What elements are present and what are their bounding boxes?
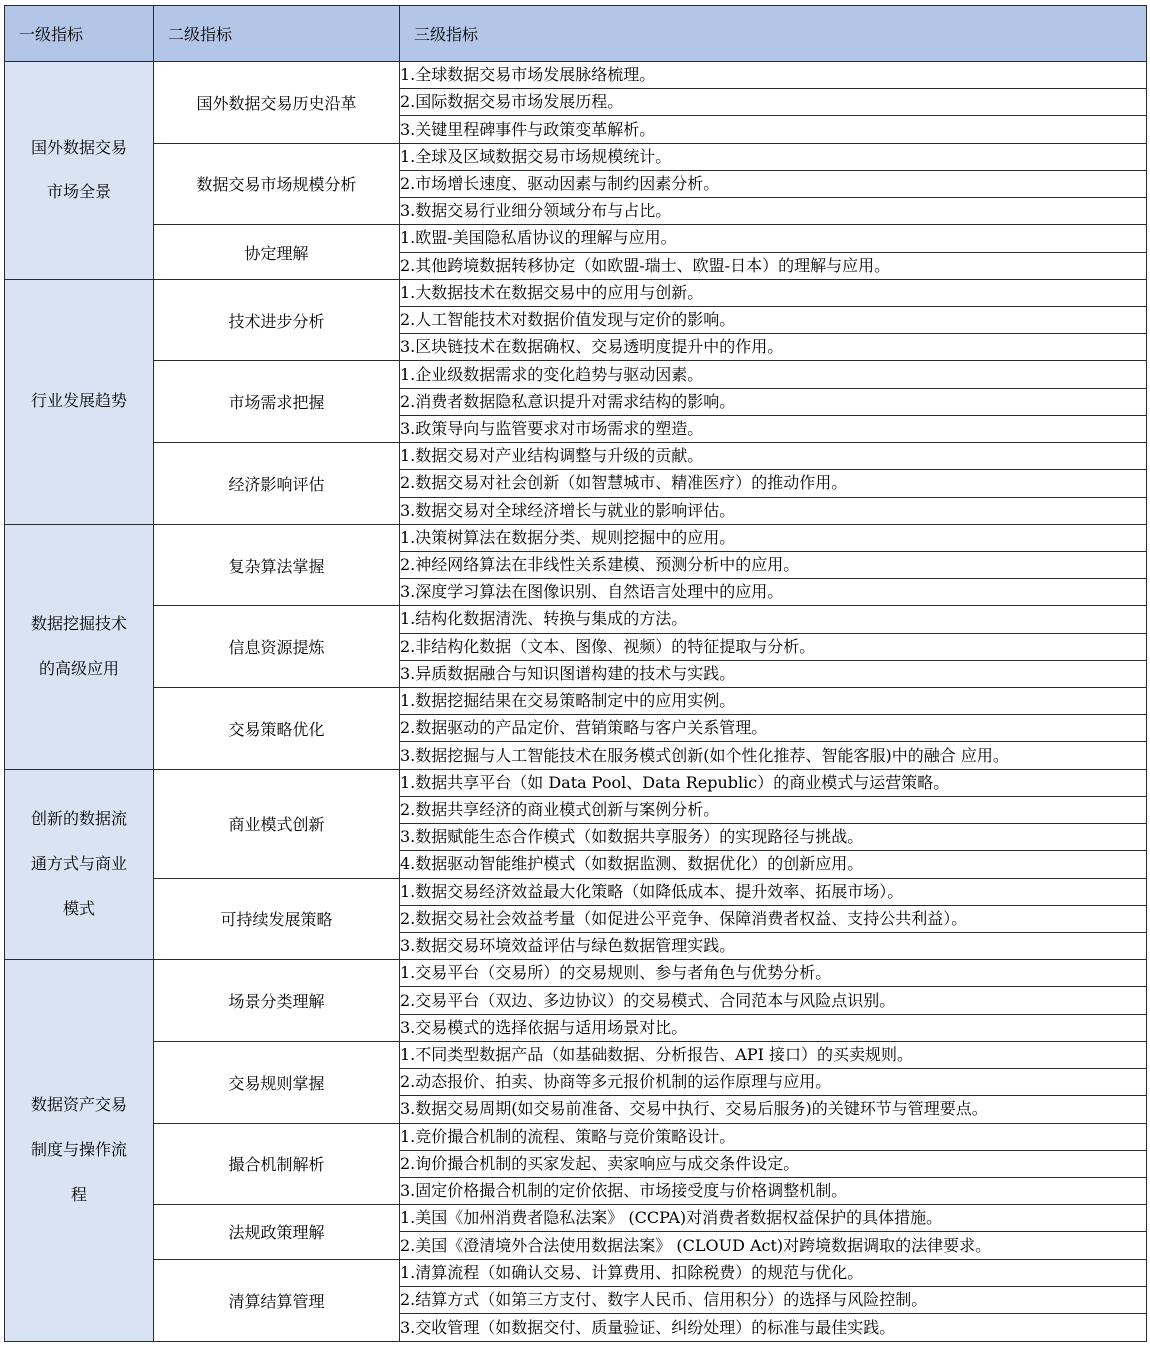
level3-item: 3.数据交易周期(如交易前准备、交易中执行、交易后服务)的关键环节与管理要点。	[400, 1096, 1147, 1123]
table-body	[5, 62, 1147, 1342]
header-level3: 三级指标	[400, 6, 1147, 62]
table-row	[5, 688, 1147, 715]
level3-item: 2.动态报价、拍卖、协商等多元报价机制的运作原理与应用。	[400, 1069, 1147, 1096]
level3-item: 1.数据交易经济效益最大化策略（如降低成本、提升效率、拓展市场）。	[400, 878, 1147, 905]
level3-item: 2.数据共享经济的商业模式创新与案例分析。	[400, 796, 1147, 823]
table-row	[5, 443, 1147, 470]
level3-item: 1.不同类型数据产品（如基础数据、分析报告、API 接口）的买卖规则。	[400, 1041, 1147, 1068]
level3-item: 3.异质数据融合与知识图谱构建的技术与实践。	[400, 660, 1147, 687]
level3-item: 2.消费者数据隐私意识提升对需求结构的影响。	[400, 388, 1147, 415]
level2-cell: 场景分类理解	[154, 960, 400, 1042]
level3-item: 2.数据交易社会效益考量（如促进公平竞争、保障消费者权益、支持公共利益）。	[400, 905, 1147, 932]
level3-item: 1.数据共享平台（如 Data Pool、Data Republic）的商业模式与运营策略。	[400, 769, 1147, 796]
table-row	[5, 279, 1147, 306]
table-row	[5, 960, 1147, 987]
table-row	[5, 1041, 1147, 1068]
level3-item: 1.交易平台（交易所）的交易规则、参与者角色与优势分析。	[400, 960, 1147, 987]
level3-item: 1.决策树算法在数据分类、规则挖掘中的应用。	[400, 524, 1147, 551]
level2-cell: 信息资源提炼	[154, 606, 400, 688]
level2-cell: 国外数据交易历史沿革	[154, 62, 400, 144]
level1-cell: 数据挖掘技术 的高级应用	[5, 524, 154, 769]
table-row	[5, 524, 1147, 551]
table-row	[5, 143, 1147, 170]
level3-item: 3.区块链技术在数据确权、交易透明度提升中的作用。	[400, 334, 1147, 361]
level3-item: 1.数据挖掘结果在交易策略制定中的应用实例。	[400, 688, 1147, 715]
level2-cell: 清算结算管理	[154, 1259, 400, 1341]
level2-cell: 复杂算法掌握	[154, 524, 400, 606]
level2-cell: 可持续发展策略	[154, 878, 400, 960]
level3-item: 1.欧盟-美国隐私盾协议的理解与应用。	[400, 225, 1147, 252]
level3-item: 1.全球及区域数据交易市场规模统计。	[400, 143, 1147, 170]
level3-item: 2.询价撮合机制的买家发起、卖家响应与成交条件设定。	[400, 1150, 1147, 1177]
level2-cell: 交易规则掌握	[154, 1041, 400, 1123]
table-row	[5, 1123, 1147, 1150]
header-level2: 二级指标	[154, 6, 400, 62]
table-row	[5, 878, 1147, 905]
level3-item: 1.结构化数据清洗、转换与集成的方法。	[400, 606, 1147, 633]
level3-item: 1.大数据技术在数据交易中的应用与创新。	[400, 279, 1147, 306]
level3-item: 4.数据驱动智能维护模式（如数据监测、数据优化）的创新应用。	[400, 851, 1147, 878]
table-row	[5, 1205, 1147, 1232]
level3-item: 3.深度学习算法在图像识别、自然语言处理中的应用。	[400, 579, 1147, 606]
level1-cell: 国外数据交易 市场全景	[5, 62, 154, 280]
level3-item: 2.其他跨境数据转移协定（如欧盟-瑞士、欧盟-日本）的理解与应用。	[400, 252, 1147, 279]
level3-item: 2.国际数据交易市场发展历程。	[400, 89, 1147, 116]
level3-item: 1.清算流程（如确认交易、计算费用、扣除税费）的规范与优化。	[400, 1259, 1147, 1286]
level3-item: 2.美国《澄清境外合法使用数据法案》 (CLOUD Act)对跨境数据调取的法律要求。	[400, 1232, 1147, 1259]
table-row	[5, 1259, 1147, 1286]
level2-cell: 撮合机制解析	[154, 1123, 400, 1205]
level3-item: 2.非结构化数据（文本、图像、视频）的特征提取与分析。	[400, 633, 1147, 660]
level2-cell: 交易策略优化	[154, 688, 400, 770]
level3-item: 2.人工智能技术对数据价值发现与定价的影响。	[400, 306, 1147, 333]
level3-item: 3.固定价格撮合机制的定价依据、市场接受度与价格调整机制。	[400, 1177, 1147, 1204]
level2-cell: 经济影响评估	[154, 443, 400, 525]
indicator-table	[4, 5, 1147, 1342]
level3-item: 3.数据交易对全球经济增长与就业的影响评估。	[400, 497, 1147, 524]
level1-cell: 行业发展趋势	[5, 279, 154, 524]
level2-cell: 数据交易市场规模分析	[154, 143, 400, 225]
level3-item: 2.市场增长速度、驱动因素与制约因素分析。	[400, 170, 1147, 197]
level3-item: 1.企业级数据需求的变化趋势与驱动因素。	[400, 361, 1147, 388]
level2-cell: 协定理解	[154, 225, 400, 279]
level3-item: 1.美国《加州消费者隐私法案》 (CCPA)对消费者数据权益保护的具体措施。	[400, 1205, 1147, 1232]
level3-item: 1.竞价撮合机制的流程、策略与竞价策略设计。	[400, 1123, 1147, 1150]
level2-cell: 技术进步分析	[154, 279, 400, 361]
level3-item: 3.交易模式的选择依据与适用场景对比。	[400, 1014, 1147, 1041]
table-row	[5, 225, 1147, 252]
level1-cell: 数据资产交易 制度与操作流 程	[5, 960, 154, 1342]
header-level1: 一级指标	[5, 6, 154, 62]
table-row	[5, 769, 1147, 796]
table-row	[5, 361, 1147, 388]
level3-item: 3.数据交易环境效益评估与绿色数据管理实践。	[400, 933, 1147, 960]
table-row	[5, 606, 1147, 633]
level3-item: 2.数据交易对社会创新（如智慧城市、精准医疗）的推动作用。	[400, 470, 1147, 497]
level3-item: 2.交易平台（双边、多边协议）的交易模式、合同范本与风险点识别。	[400, 987, 1147, 1014]
level3-item: 3.关键里程碑事件与政策变革解析。	[400, 116, 1147, 143]
level3-item: 3.交收管理（如数据交付、质量验证、纠纷处理）的标准与最佳实践。	[400, 1314, 1147, 1342]
level3-item: 3.数据挖掘与人工智能技术在服务模式创新(如个性化推荐、智能客服)中的融合 应用。	[400, 742, 1147, 769]
level2-cell: 市场需求把握	[154, 361, 400, 443]
level1-cell: 创新的数据流 通方式与商业 模式	[5, 769, 154, 960]
level3-item: 1.全球数据交易市场发展脉络梳理。	[400, 62, 1147, 89]
level3-item: 2.神经网络算法在非线性关系建模、预测分析中的应用。	[400, 551, 1147, 578]
header-row	[5, 6, 1147, 62]
table-row	[5, 62, 1147, 89]
level3-item: 3.政策导向与监管要求对市场需求的塑造。	[400, 415, 1147, 442]
level3-item: 3.数据交易行业细分领域分布与占比。	[400, 198, 1147, 225]
level3-item: 2.数据驱动的产品定价、营销策略与客户关系管理。	[400, 715, 1147, 742]
level2-cell: 商业模式创新	[154, 769, 400, 878]
level3-item: 1.数据交易对产业结构调整与升级的贡献。	[400, 443, 1147, 470]
level2-cell: 法规政策理解	[154, 1205, 400, 1259]
level3-item: 3.数据赋能生态合作模式（如数据共享服务）的实现路径与挑战。	[400, 824, 1147, 851]
level3-item: 2.结算方式（如第三方支付、数字人民币、信用积分）的选择与风险控制。	[400, 1286, 1147, 1313]
